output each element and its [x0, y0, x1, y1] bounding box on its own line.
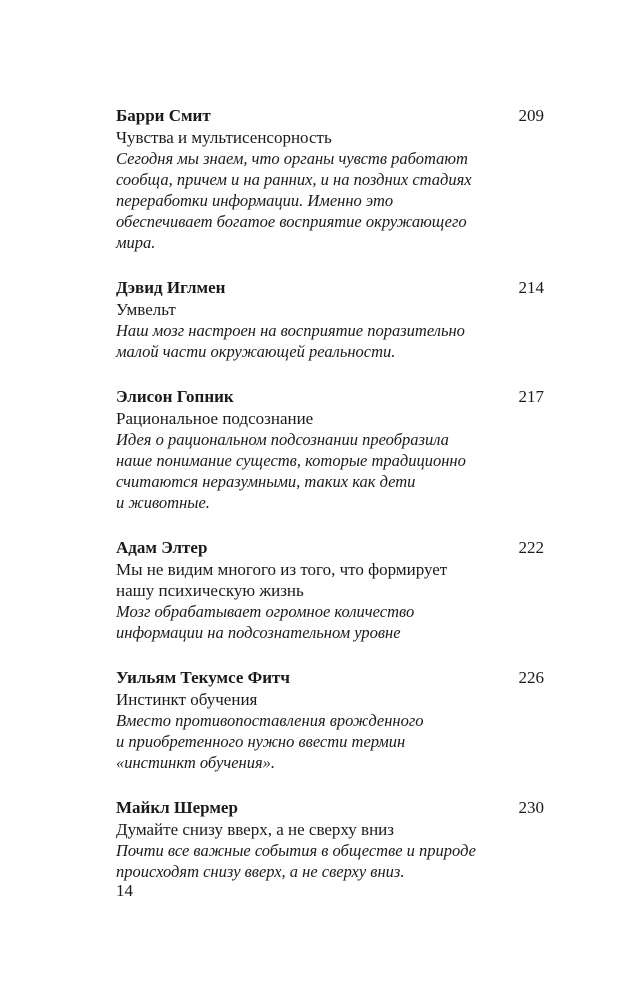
entry-page-number: 222	[518, 538, 544, 557]
entry-title: Умвельт	[116, 300, 176, 319]
toc-entry-header	[116, 386, 544, 408]
toc-entry-header	[116, 277, 544, 299]
entry-title: Думайте снизу вверх, а не сверху вниз	[116, 820, 394, 839]
entry-author: Элисон Гопник	[116, 387, 234, 406]
toc-entry	[116, 277, 544, 362]
toc-entry-header	[116, 667, 544, 689]
entry-abstract: Почти все важные события в обществе и природе происходят снизу вверх, а не сверху вниз.	[116, 841, 476, 881]
entry-author: Дэвид Иглмен	[116, 278, 226, 297]
entry-abstract: Идея о рациональном подсознании преобразила наше понимание существ, которые традиционно считаются неразумными, таких как дети и животные.	[116, 430, 466, 512]
entry-author: Уильям Текумсе Фитч	[116, 668, 290, 687]
entry-abstract: Сегодня мы знаем, что органы чувств работают сообща, причем и на ранних, и на поздних стадиях переработки информации. Именно это обеспечивает богатое восприятие окружающего мира.	[116, 149, 472, 252]
entry-page-number: 226	[518, 668, 544, 687]
toc-entry	[116, 667, 544, 773]
toc-entry	[116, 537, 544, 643]
entry-author: Адам Элтер	[116, 538, 208, 557]
table-of-contents	[116, 105, 544, 906]
entry-abstract: Наш мозг настроен на восприятие поразительно малой части окружающей реальности.	[116, 321, 465, 361]
toc-entry	[116, 386, 544, 513]
toc-entry-header	[116, 537, 544, 559]
entry-author: Майкл Шермер	[116, 798, 238, 817]
entry-page-number: 209	[518, 106, 544, 125]
entry-title: Инстинкт обучения	[116, 690, 258, 709]
toc-entry-header	[116, 797, 544, 819]
entry-abstract: Мозг обрабатывает огромное количество информации на подсознательном уровне	[116, 602, 415, 642]
entry-title: Чувства и мультисенсорность	[116, 128, 332, 147]
page-number-footer: 14	[116, 881, 133, 900]
entry-page-number: 230	[518, 798, 544, 817]
entry-author: Барри Смит	[116, 106, 211, 125]
entry-title: Рациональное подсознание	[116, 409, 314, 428]
entry-title: Мы не видим многого из того, что формирует нашу психическую жизнь	[116, 560, 448, 600]
toc-entry-header	[116, 105, 544, 127]
toc-entry	[116, 105, 544, 253]
entry-page-number: 217	[518, 387, 544, 406]
entry-abstract: Вместо противопоставления врожденного и приобретенного нужно ввести термин «инстинкт обучения».	[116, 711, 424, 772]
entry-page-number: 214	[518, 278, 544, 297]
toc-entry	[116, 797, 544, 882]
